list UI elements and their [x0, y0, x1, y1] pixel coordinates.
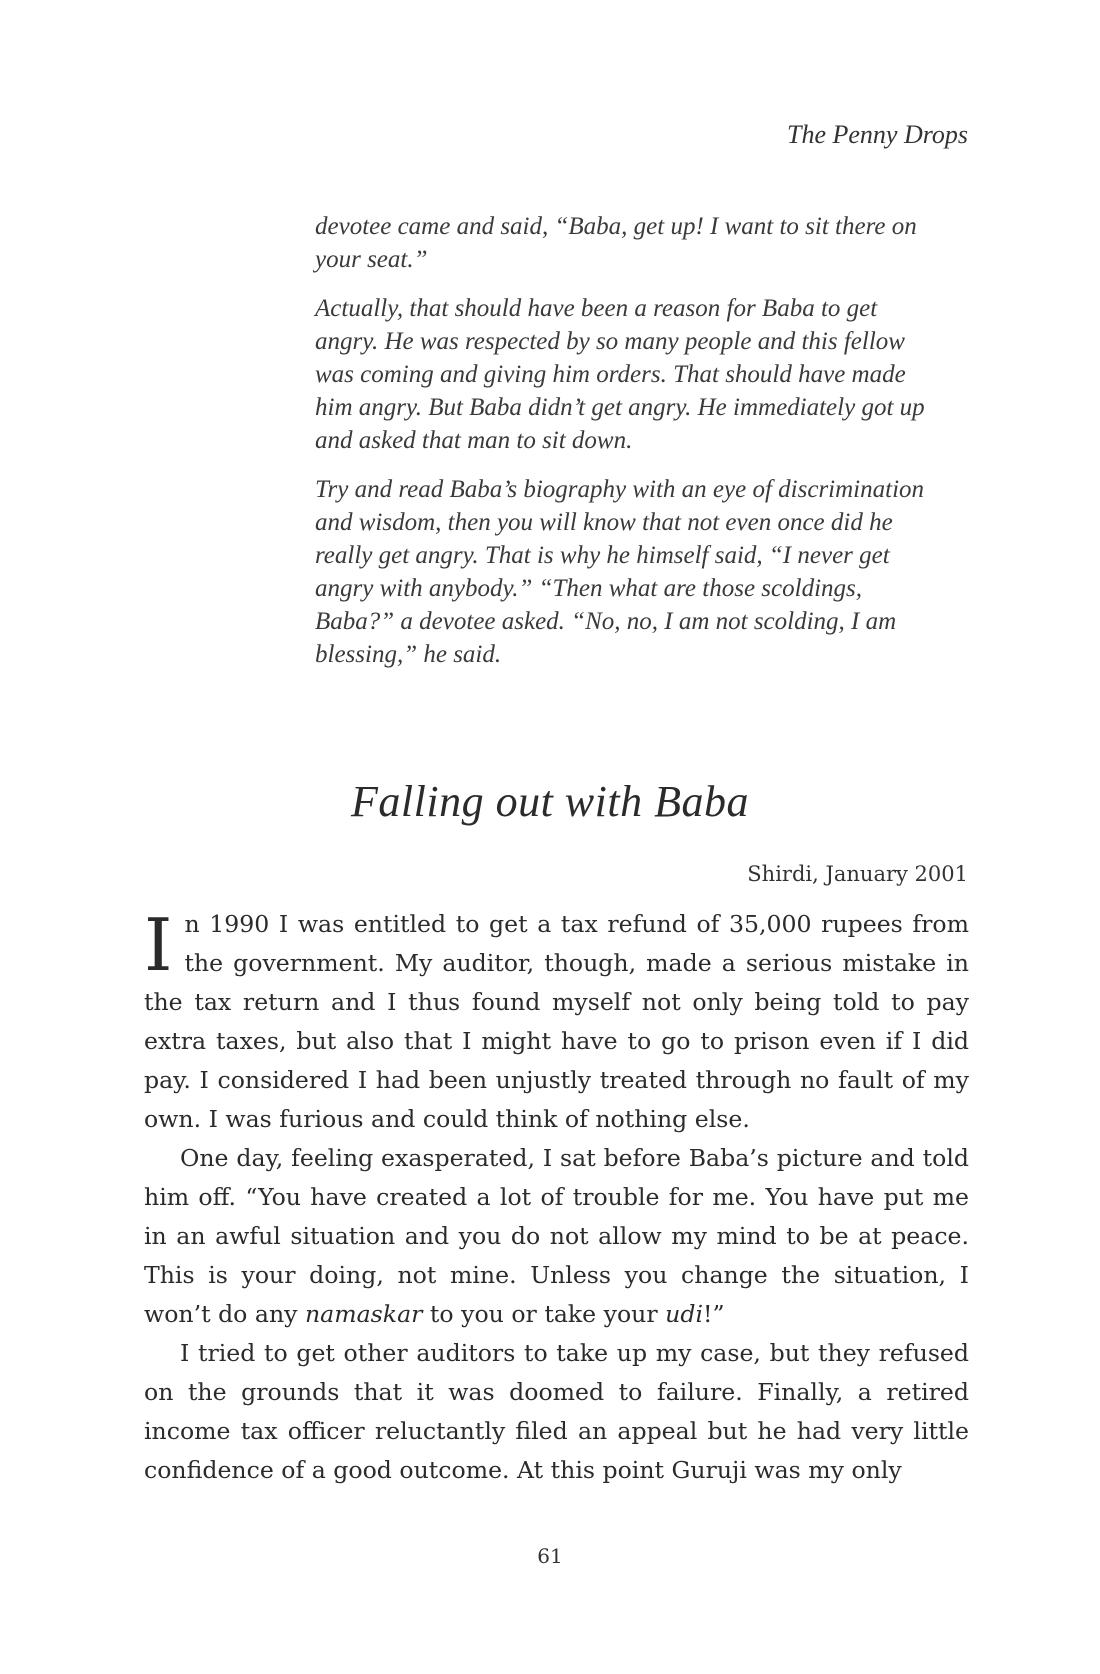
quote-paragraph: devotee came and said, “Baba, get up! I want to sit there on your seat.”	[315, 213, 917, 273]
emphasis-text: namaskar	[304, 1300, 423, 1328]
body-paragraph: I tried to get other auditors to take up my case, but they refused on the grounds that it was doomed to failure. Finally, a retired income tax officer reluctantly filed an appeal but he had very little confidence of a good outcome. At this point Guruji was my only	[144, 1339, 969, 1484]
emphasis-text: udi	[665, 1300, 704, 1328]
quote-block	[315, 210, 925, 687]
body-text	[144, 905, 969, 1490]
quote-paragraph: Try and read Baba’s biography with an eye of discrimination and wisdom, then you will know that not even once did he really get angry. That is why he himself said, “I never get angry with anybody.” “Then what are those scoldings, Baba?” a devotee asked. “No, no, I am not scolding, I am blessing,” he said.	[315, 476, 925, 668]
body-paragraph-text: n 1990 I was entitled to get a tax refund of 35,000 rupees from the government. My auditor, though, made a serious mistake in the tax return and I thus found myself not only being told to pay extra taxes, but also that I might have to go to prison even if I did pay. I considered I had been unjustly treated through no fault of my own. I was furious and could think of nothing else.	[144, 910, 969, 1133]
place-date: Shirdi, January 2001	[747, 862, 968, 886]
body-paragraph-text: to you or take your	[422, 1300, 666, 1328]
drop-cap: I	[144, 903, 173, 987]
body-paragraph	[144, 1139, 969, 1334]
running-header: The Penny Drops	[786, 120, 968, 149]
body-paragraph	[144, 905, 969, 1139]
page-number: 61	[537, 1544, 563, 1568]
body-paragraph-text: One day, feeling exasperated, I sat before Baba’s picture and told him off. “You have created a lot of trouble for me. You have put me in an awful situation and you do not allow my mind to be at peace. This is your doing, not mine. Unless you change the situation, I won’t do any	[144, 1144, 969, 1328]
quote-paragraph: Actually, that should have been a reason for Baba to get angry. He was respected by so many people and this fellow was coming and giving him orders. That should have made him angry. But Baba didn’t get angry. He immediately got up and asked that man to sit down.	[315, 295, 925, 454]
body-paragraph-text: !”	[703, 1300, 725, 1328]
section-title: Falling out with Baba	[351, 777, 749, 826]
